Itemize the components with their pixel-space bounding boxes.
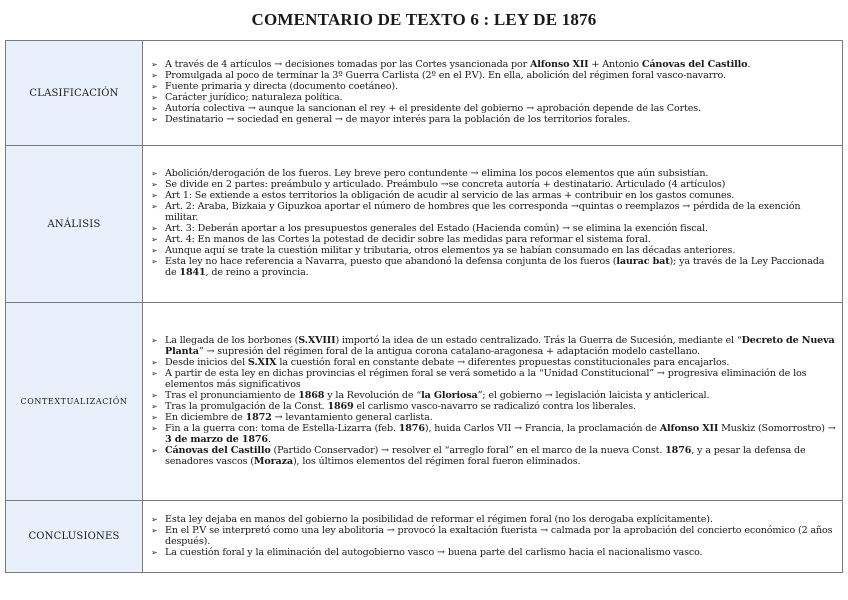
list-item: ➢ Art 1: Se extiende a estos territorios la obligación de acudir al servicio de las armas + contribuir en los gastos comunes. xyxy=(149,190,836,201)
bullet-list xyxy=(149,59,836,125)
section-body xyxy=(143,41,843,146)
list-item: ➢ Fin a la guerra con: toma de Estella-Lizarra (feb. 1876), huida Carlos VII → Francia, la proclamación de Alfonso XII Muskiz (Somorrostro) → 3 de marzo de 1876. xyxy=(149,423,836,445)
list-item: ➢ Carácter jurídico; naturaleza política. xyxy=(149,92,836,103)
list-item: ➢ Autoría colectiva → aunque la sancionan el rey + el presidente del gobierno → aprobación depende de las Cortes. xyxy=(149,103,836,114)
section-body xyxy=(143,146,843,303)
section-body xyxy=(143,303,843,501)
list-item: ➢ Esta ley dejaba en manos del gobierno la posibilidad de reformar el régimen foral (no los derogaba explícitamente). xyxy=(149,514,836,525)
document-title: COMENTARIO DE TEXTO 6 : LEY DE 1876 xyxy=(251,10,597,29)
section-label: CONCLUSIONES xyxy=(6,501,143,573)
list-item: ➢ Tras el pronunciamiento de 1868 y la Revolución de “la Gloriosa”; el gobierno → legislación laicista y anticlerical. xyxy=(149,390,836,401)
section-row-contextualizacion xyxy=(6,303,843,501)
section-row-clasificacion xyxy=(6,41,843,146)
bullet-list xyxy=(149,168,836,278)
list-item: ➢ A través de 4 artículos → decisiones tomadas por las Cortes ysancionada por Alfonso XII + Antonio Cánovas del Castillo. xyxy=(149,59,836,70)
list-item: ➢ Esta ley no hace referencia a Navarra, puesto que abandonó la defensa conjunta de los fueros (laurac bat); ya través de la Ley Paccionada de 1841, de reino a provincia. xyxy=(149,256,836,278)
list-item: ➢ Promulgada al poco de terminar la 3º Guerra Carlista (2º en el P.V). En ella, abolición del régimen foral vasco-navarro. xyxy=(149,70,836,81)
list-item: ➢ Fuente primaria y directa (documento coetáneo). xyxy=(149,81,836,92)
comment-table xyxy=(5,40,843,573)
section-body xyxy=(143,501,843,573)
list-item: ➢ Desde inicios del S.XIX la cuestión foral en constante debate → diferentes propuestas constitucionales para encajarlos. xyxy=(149,357,836,368)
list-item: ➢ Art. 2: Araba, Bizkaia y Gipuzkoa aportar el número de hombres que les corresponda →quintas o reemplazos → pérdida de la exención militar. xyxy=(149,201,836,223)
list-item: ➢ En el P.V se interpretó como una ley abolitoria → provocó la exaltación fuerista → calmada por la aprobación del concierto económico (2 años después). xyxy=(149,525,836,547)
section-label: CONTEXTUALIZACIÓN xyxy=(6,303,143,501)
list-item: ➢ Abolición/derogación de los fueros. Ley breve pero contundente → elimina los pocos elementos que aún subsistían. xyxy=(149,168,836,179)
section-row-conclusiones xyxy=(6,501,843,573)
list-item: ➢ Art. 4: En manos de las Cortes la potestad de decidir sobre las medidas para reformar el sistema foral. xyxy=(149,234,836,245)
section-row-analisis xyxy=(6,146,843,303)
list-item: ➢ Art. 3: Deberán aportar a los presupuestos generales del Estado (Hacienda común) → se elimina la exención fiscal. xyxy=(149,223,836,234)
list-item: ➢ Cánovas del Castillo (Partido Conservador) → resolver el “arreglo foral” en el marco de la nueva Const. 1876, y a pesar la defensa de senadores vascos (Moraza), los últimos elementos del régimen foral fueron eliminados. xyxy=(149,445,836,467)
bullet-list xyxy=(149,514,836,558)
list-item: ➢ La llegada de los borbones (S.XVIII) importó la idea de un estado centralizado. Trás la Guerra de Sucesión, mediante el “Decreto de Nueva Planta” → supresión del régimen foral de la antigua corona catalano-aragonesa + adaptación modelo castellano. xyxy=(149,335,836,357)
list-item: ➢ Tras la promulgación de la Const. 1869 el carlismo vasco-navarro se radicalizó contra los liberales. xyxy=(149,401,836,412)
list-item: ➢ La cuestión foral y la eliminación del autogobierno vasco → buena parte del carlismo hacia el nacionalismo vasco. xyxy=(149,547,836,558)
list-item: ➢ A partir de esta ley en dichas provincias el régimen foral se verá sometido a la “Unidad Constitucional” → progresiva eliminación de los elementos más significativos xyxy=(149,368,836,390)
list-item: ➢ En diciembre de 1872 → levantamiento general carlista. xyxy=(149,412,836,423)
bullet-list xyxy=(149,335,836,467)
section-label: CLASIFICACIÓN xyxy=(6,41,143,146)
section-label: ANÁLISIS xyxy=(6,146,143,303)
list-item: ➢ Destinatario → sociedad en general → de mayor interés para la población de los territorios forales. xyxy=(149,114,836,125)
list-item: ➢ Aunque aquí se trate la cuestión militar y tributaria, otros elementos ya se habían consumado en las décadas anteriores. xyxy=(149,245,836,256)
list-item: ➢ Se divide en 2 partes: preámbulo y articulado. Preámbulo →se concreta autoría + destinatario. Articulado (4 artículos) xyxy=(149,179,836,190)
